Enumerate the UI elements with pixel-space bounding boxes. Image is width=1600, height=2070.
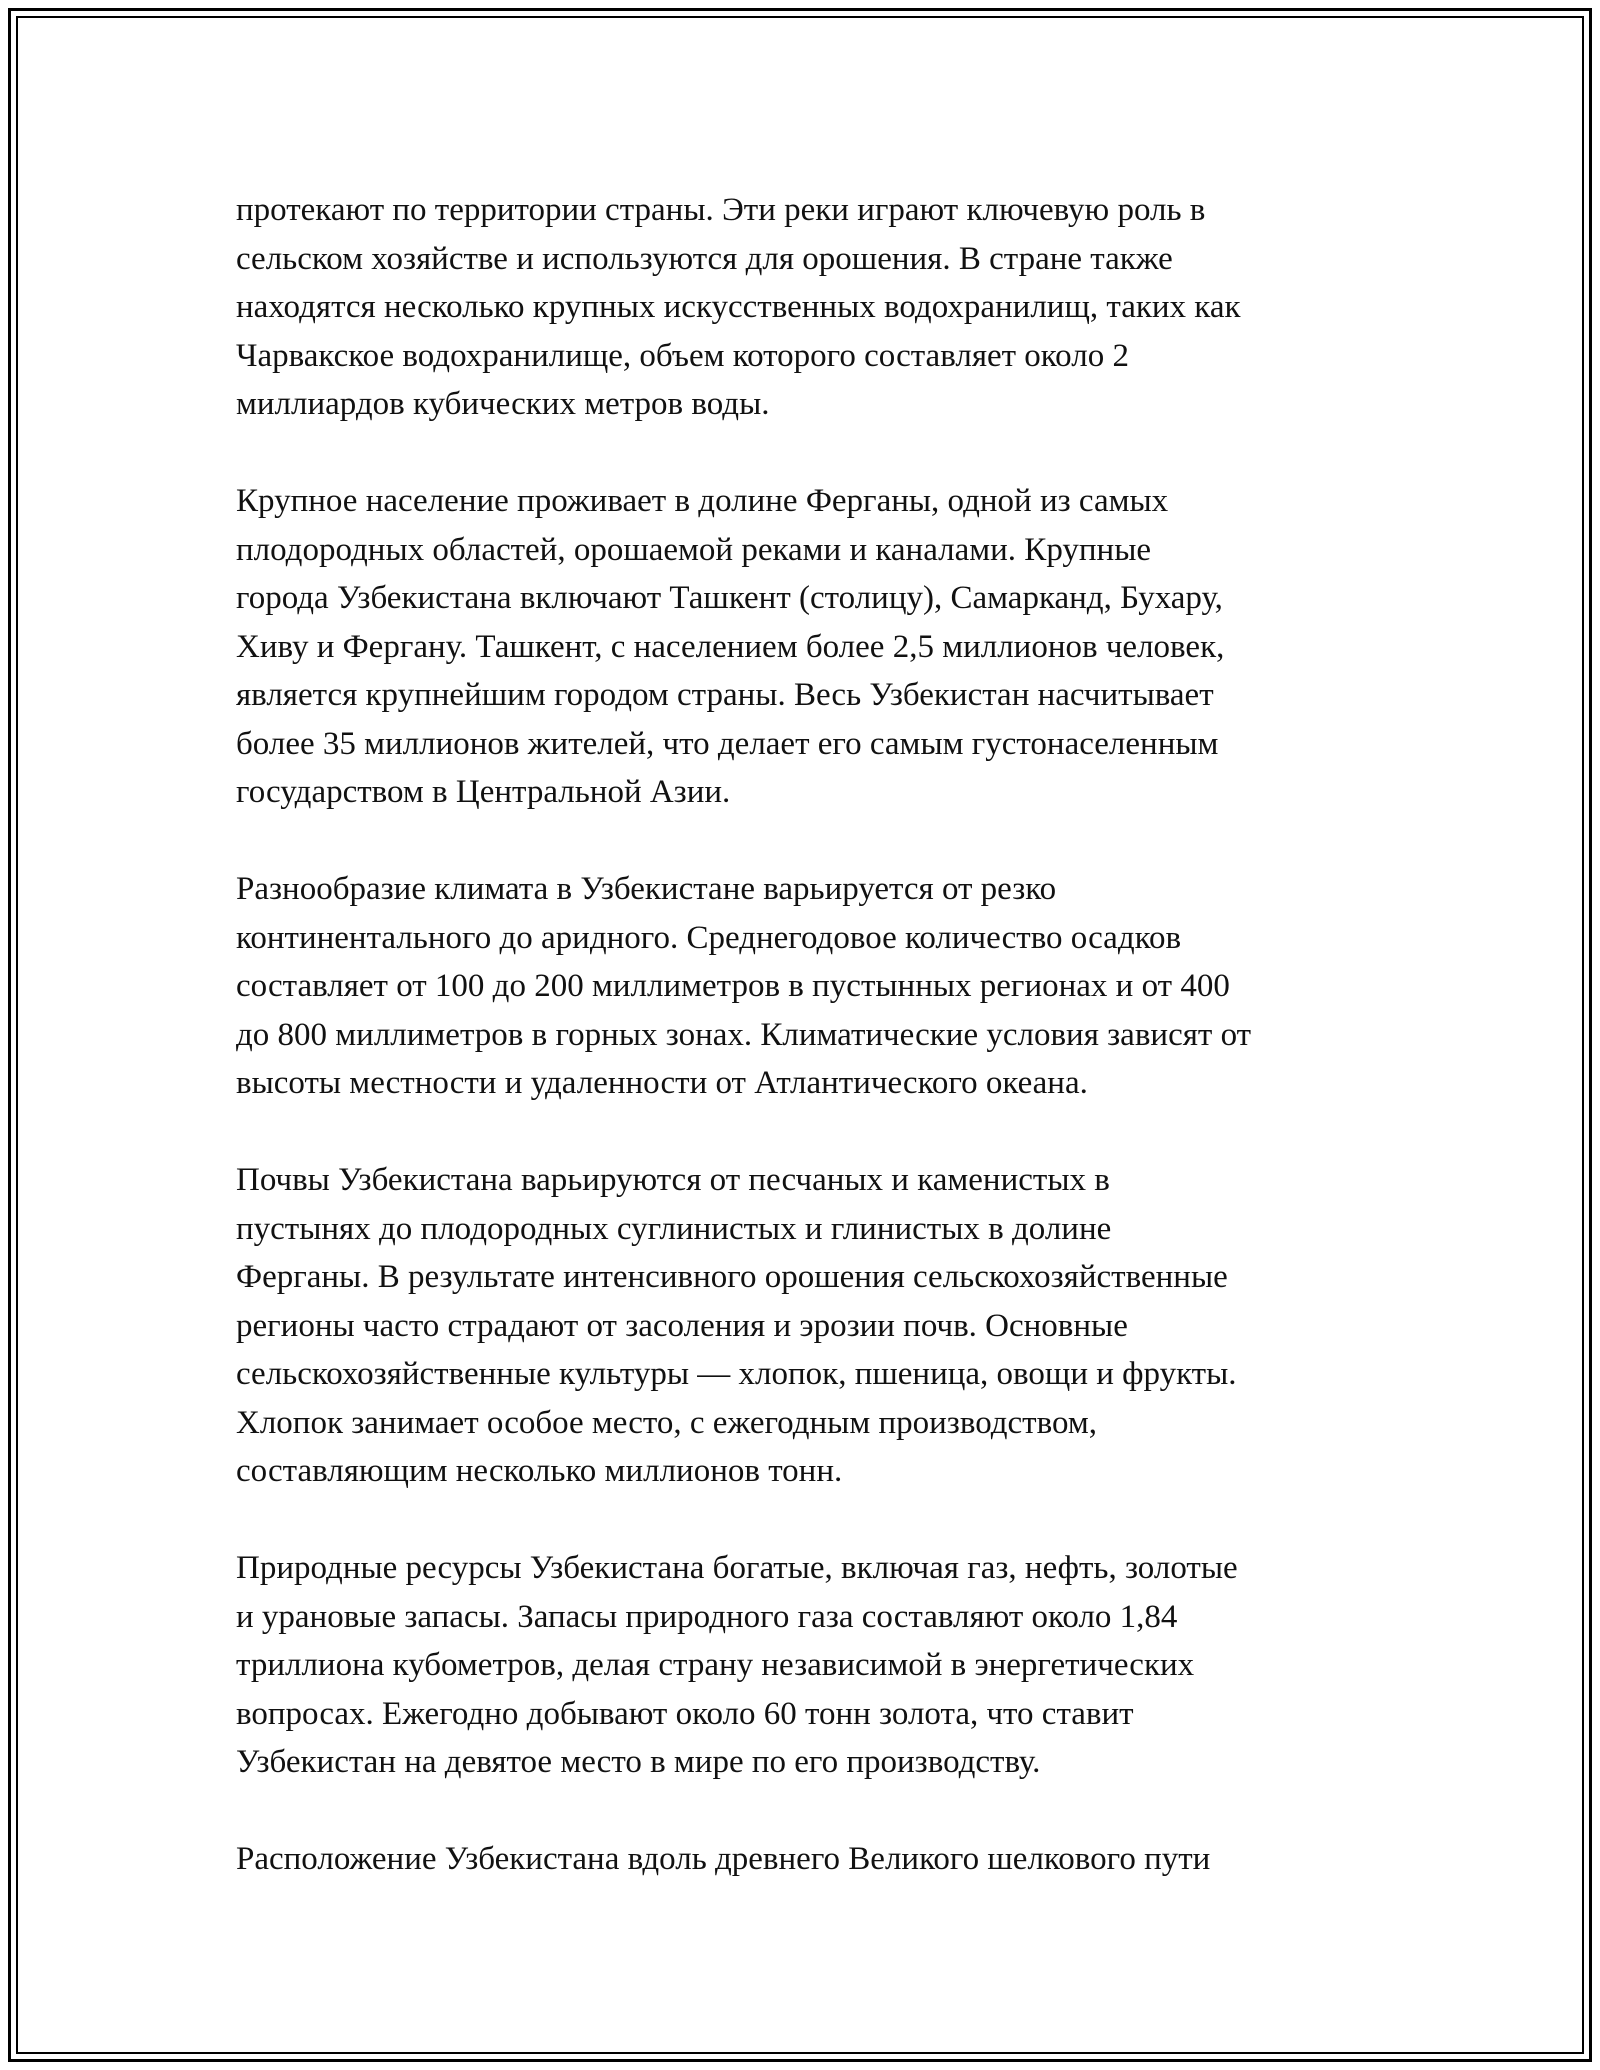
paragraph-resources xyxy=(236,1544,1396,1787)
text-line: Разнообразие климата в Узбекистане варьируется от резко xyxy=(236,871,1057,907)
document-body xyxy=(236,186,1396,1884)
text-line: Узбекистан на девятое место в мире по его производству. xyxy=(236,1744,1041,1780)
paragraph-climate xyxy=(236,865,1396,1108)
text-line: Хлопок занимает особое место, с ежегодным производством, xyxy=(236,1404,1097,1441)
text-line: пустынях до плодородных суглинистых и глинистых в долине xyxy=(236,1210,1112,1247)
text-line: государством в Центральной Азии. xyxy=(236,774,731,810)
paragraph-soils xyxy=(236,1156,1396,1496)
paragraph-rivers xyxy=(236,186,1396,429)
text-line: сельскохозяйственные культуры — хлопок, пшеница, овощи и фрукты. xyxy=(236,1356,1237,1392)
text-line: Ферганы. В результате интенсивного орошения сельскохозяйственные xyxy=(236,1259,1228,1295)
text-line: более 35 миллионов жителей, что делает его самым густонаселенным xyxy=(236,725,1219,762)
text-line: регионы часто страдают от засоления и эрозии почв. Основные xyxy=(236,1307,1128,1344)
paragraph-silk-road xyxy=(236,1835,1396,1884)
text-line: Расположение Узбекистана вдоль древнего Великого шелкового пути xyxy=(236,1841,1211,1877)
text-line: триллиона кубометров, делая страну независимой в энергетических xyxy=(236,1647,1195,1683)
text-line: является крупнейшим городом страны. Весь Узбекистан насчитывает xyxy=(236,677,1214,713)
text-line: города Узбекистана включают Ташкент (столицу), Самарканд, Бухару, xyxy=(236,580,1223,616)
text-line: миллиардов кубических метров воды. xyxy=(236,386,770,422)
text-line: вопросах. Ежегодно добывают около 60 тонн золота, что ставит xyxy=(236,1695,1134,1732)
text-line: составляет от 100 до 200 миллиметров в пустынных регионах и от 400 xyxy=(236,968,1230,1004)
text-line: континентального до аридного. Среднегодовое количество осадков xyxy=(236,919,1182,956)
text-line: высоты местности и удаленности от Атлантического океана. xyxy=(236,1065,1088,1101)
text-line: до 800 миллиметров в горных зонах. Климатические условия зависят от xyxy=(236,1016,1252,1053)
text-line: составляющим несколько миллионов тонн. xyxy=(236,1453,843,1489)
text-line: находятся несколько крупных искусственных водохранилищ, таких как xyxy=(236,289,1241,325)
text-line: Крупное население проживает в долине Ферганы, одной из самых xyxy=(236,483,1169,519)
text-line: Природные ресурсы Узбекистана богатые, включая газ, нефть, золотые xyxy=(236,1550,1238,1586)
text-line: Хиву и Фергану. Ташкент, с населением более 2,5 миллионов человек, xyxy=(236,628,1225,665)
paragraph-population xyxy=(236,477,1396,817)
text-line: Чарвакское водохранилище, объем которого составляет около 2 xyxy=(236,337,1129,374)
text-line: протекают по территории страны. Эти реки играют ключевую роль в xyxy=(236,192,1206,228)
text-line: сельском хозяйстве и используются для орошения. В стране также xyxy=(236,240,1173,277)
text-line: плодородных областей, орошаемой реками и каналами. Крупные xyxy=(236,531,1152,568)
text-line: и урановые запасы. Запасы природного газа составляют около 1,84 xyxy=(236,1598,1178,1635)
text-line: Почвы Узбекистана варьируются от песчаных и каменистых в xyxy=(236,1162,1110,1198)
